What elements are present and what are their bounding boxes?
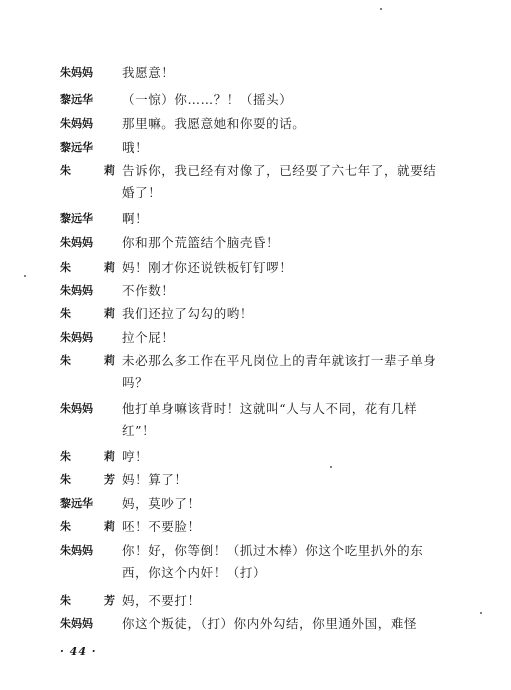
speaker-name: 朱妈妈 bbox=[60, 544, 93, 557]
dialogue-text: 拉个屁！ bbox=[122, 330, 175, 345]
speaker-name: 朱 莉 bbox=[60, 354, 126, 367]
page-number: · 44 · bbox=[60, 645, 97, 658]
dialogue-line bbox=[60, 113, 440, 135]
dialogue-text: 妈，莫吵了！ bbox=[122, 496, 201, 511]
dialogue-text: 他打单身嘛该背时！这就叫“人与人不同，花有几样红”！ bbox=[122, 401, 418, 438]
speaker-name: 朱 芳 bbox=[60, 594, 126, 607]
speaker-name: 朱妈妈 bbox=[60, 284, 93, 297]
dialogue-line bbox=[60, 590, 440, 612]
speaker-name: 黎远华 bbox=[60, 497, 93, 510]
speaker-name: 朱 莉 bbox=[60, 164, 126, 177]
dialogue-line bbox=[60, 350, 440, 394]
dialogue-line bbox=[60, 446, 440, 468]
scan-speck bbox=[330, 466, 332, 468]
dialogue-line bbox=[60, 303, 440, 325]
speaker-name: 黎远华 bbox=[60, 93, 93, 106]
speaker-name: 朱 莉 bbox=[60, 307, 126, 320]
dialogue-line bbox=[60, 516, 440, 538]
speaker-name: 朱 莉 bbox=[60, 261, 126, 274]
dialogue-text: 哦！ bbox=[122, 140, 149, 155]
dialogue-text: 不作数！ bbox=[122, 283, 175, 298]
dialogue-line bbox=[60, 327, 440, 349]
scan-speck bbox=[24, 275, 26, 277]
dialogue-text: 未必那么多工作在平凡岗位上的青年就该打一辈子单身吗？ bbox=[122, 353, 437, 390]
speaker-name: 黎远华 bbox=[60, 141, 93, 154]
dialogue-line bbox=[60, 398, 440, 442]
dialogue-text: 你！好，你等倒！（抓过木棒）你这个吃里扒外的东西，你这个内奸！（打） bbox=[122, 543, 424, 580]
speaker-name: 朱妈妈 bbox=[60, 331, 93, 344]
dialogue-line bbox=[60, 613, 440, 635]
dialogue-line bbox=[60, 493, 440, 515]
dialogue-text: 哼！ bbox=[122, 449, 149, 464]
scan-speck bbox=[480, 612, 482, 614]
dialogue-text: 你和那个荒篮结个脑壳昏！ bbox=[122, 235, 280, 250]
dialogue-line bbox=[60, 232, 440, 254]
dialogue-text: 那里嘛。我愿意她和你耍的话。 bbox=[122, 116, 306, 131]
speaker-name: 朱 芳 bbox=[60, 473, 126, 486]
speaker-name: 朱妈妈 bbox=[60, 66, 93, 79]
dialogue-text: 妈！算了！ bbox=[122, 472, 188, 487]
dialogue-text: （一惊）你……？！（摇头） bbox=[122, 92, 293, 107]
dialogue-text: 妈！刚才你还说铁板钉钉啰！ bbox=[122, 260, 293, 275]
speaker-name: 朱妈妈 bbox=[60, 117, 93, 130]
dialogue-text: 你这个叛徒，（打）你内外勾结，你里通外国，难怪 bbox=[122, 616, 418, 631]
dialogue-line bbox=[60, 160, 440, 204]
dialogue-text: 啊！ bbox=[122, 211, 149, 226]
speaker-name: 朱 莉 bbox=[60, 450, 126, 463]
dialogue-line bbox=[60, 89, 440, 111]
speaker-name: 朱 莉 bbox=[60, 520, 126, 533]
scan-speck bbox=[380, 8, 382, 10]
speaker-name: 黎远华 bbox=[60, 212, 93, 225]
dialogue-text: 妈，不要打！ bbox=[122, 593, 201, 608]
dialogue-line bbox=[60, 257, 440, 279]
speaker-name: 朱妈妈 bbox=[60, 402, 93, 415]
dialogue-line bbox=[60, 137, 440, 159]
dialogue-text: 我愿意！ bbox=[122, 65, 175, 80]
dialogue-line bbox=[60, 62, 440, 84]
dialogue-line bbox=[60, 469, 440, 491]
dialogue-line bbox=[60, 208, 440, 230]
speaker-name: 朱妈妈 bbox=[60, 617, 93, 630]
dialogue-text: 呸！不要脸！ bbox=[122, 519, 201, 534]
dialogue-line bbox=[60, 280, 440, 302]
dialogue-text: 告诉你，我已经有对像了，已经耍了六七年了，就要结婚了！ bbox=[122, 163, 437, 200]
dialogue-line bbox=[60, 540, 440, 584]
speaker-name: 朱妈妈 bbox=[60, 236, 93, 249]
dialogue-text: 我们还拉了勾勾的哟！ bbox=[122, 306, 254, 321]
